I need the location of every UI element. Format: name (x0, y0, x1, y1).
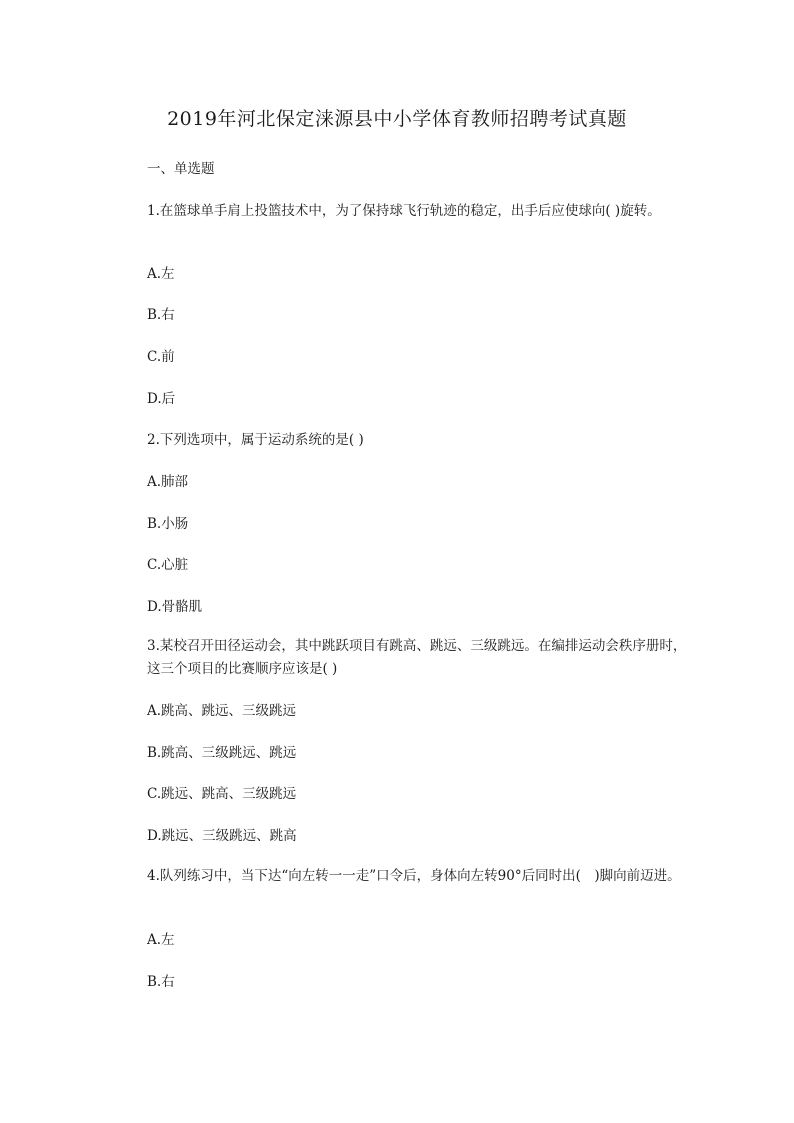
question-3-option-b: B.跳高、三级跳远、跳远 (147, 745, 297, 761)
question-3-option-d: D.跳远、三级跳远、跳高 (147, 828, 297, 844)
question-3-option-c: C.跳远、跳高、三级跳远 (147, 786, 297, 802)
question-2-option-a: A.肺部 (147, 474, 189, 490)
question-2-stem: 2.下列选项中，属于运动系统的是( ) (147, 432, 364, 448)
question-1-option-c: C.前 (147, 349, 175, 365)
question-1-option-b: B.右 (147, 307, 175, 323)
question-1-option-a: A.左 (147, 266, 175, 282)
question-4-stem: 4.队列练习中，当下达“向左转一一走”口令后，身体向左转90°后同时出( )脚向前迈进。 (147, 868, 681, 884)
question-4-option-a: A.左 (147, 932, 175, 948)
question-3-option-a: A.跳高、跳远、三级跳远 (147, 703, 297, 719)
question-2-option-d: D.骨骼肌 (147, 599, 203, 615)
question-1-stem: 1.在篮球单手肩上投篮技术中，为了保持球飞行轨迹的稳定，出手后应使球向( )旋转。 (147, 203, 661, 219)
question-1-option-d: D.后 (147, 391, 176, 407)
question-2-option-c: C.心脏 (147, 557, 189, 573)
question-4-option-b: B.右 (147, 974, 175, 990)
page-title: 2019年河北保定涞源县中小学体育教师招聘考试真题 (167, 108, 627, 130)
question-3-stem: 3.某校召开田径运动会，其中跳跃项目有跳高、跳远、三级跳远。在编排运动会秩序册时，这三个项目的比赛顺序应该是( ) (147, 638, 687, 677)
section-heading: 一、单选题 (147, 161, 215, 177)
question-2-option-b: B.小肠 (147, 516, 189, 532)
